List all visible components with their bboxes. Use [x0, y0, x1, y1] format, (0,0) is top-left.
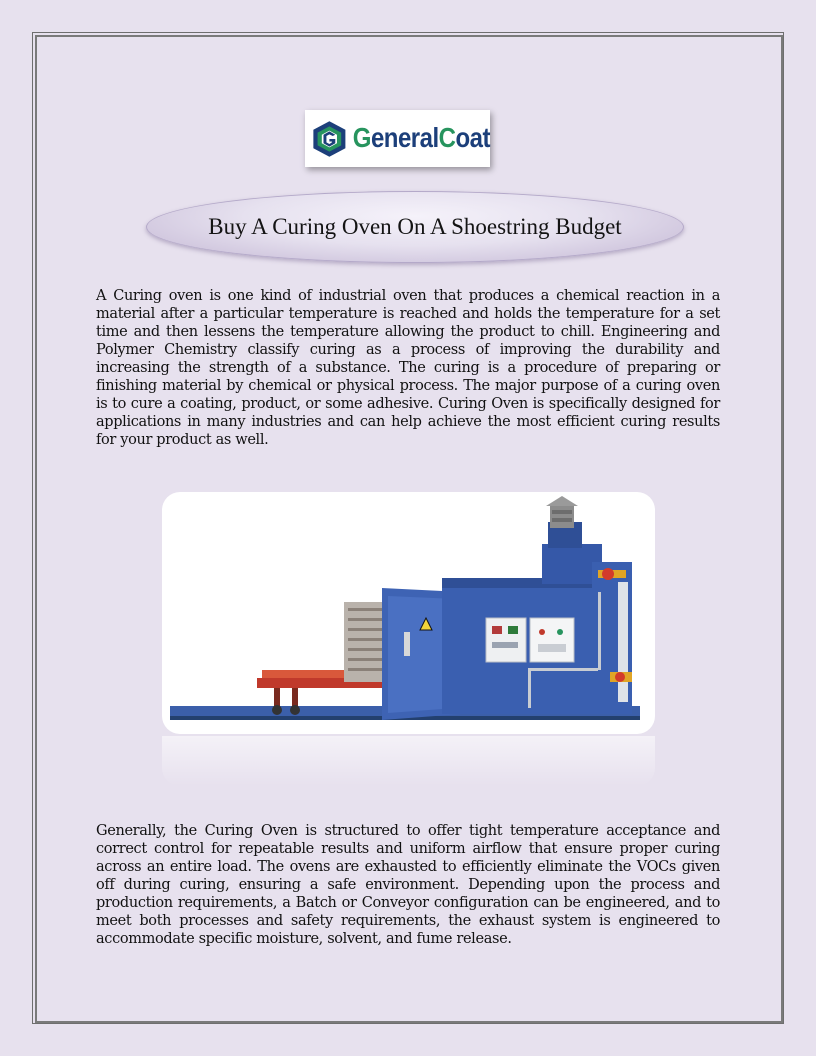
image-reflection — [162, 736, 655, 786]
second-paragraph: Generally, the Curing Oven is structured to offer tight temperature acceptance and correct control for repeatable results and uniform airflow that ensure proper curing across an entire load. The ovens are exhausted to efficiently eliminate the VOCs given off during curing, ensuring a safe environment. Depending upon the process and production requirements, a Batch or Conveyor configuration can be engineered, and to meet both processes and safety requirements, the exhaust system is engineered to accommodate specific moisture, solvent, and fume release. — [96, 823, 720, 947]
company-logo — [305, 110, 490, 167]
logo-text-general: eneral — [370, 122, 439, 154]
curing-oven-image — [162, 492, 655, 734]
logo-wordmark: GeneralCoat — [352, 122, 490, 154]
logo-text-coat: oat — [455, 122, 490, 154]
logo-g-hexagon-icon — [310, 116, 349, 162]
curing-oven-illustration — [162, 492, 655, 734]
page-title: Buy A Curing Oven On A Shoestring Budget — [208, 214, 622, 239]
intro-paragraph: A Curing oven is one kind of industrial oven that produces a chemical reaction in a material after a particular temperature is reached and holds the temperature for a set time and then lessens the temperature allowing the product to chill. Engineering and Polymer Chemistry classify curing as a process of improving the durability and increasing the strength of a substance. The curing is a procedure of preparing or finishing material by chemical or physical process. The major purpose of a curing oven is to cure a coating, product, or some adhesive. Curing Oven is specifically designed for applications in many industries and can help achieve the most efficient curing results for your product as well. — [96, 288, 720, 448]
title-banner — [146, 191, 684, 263]
